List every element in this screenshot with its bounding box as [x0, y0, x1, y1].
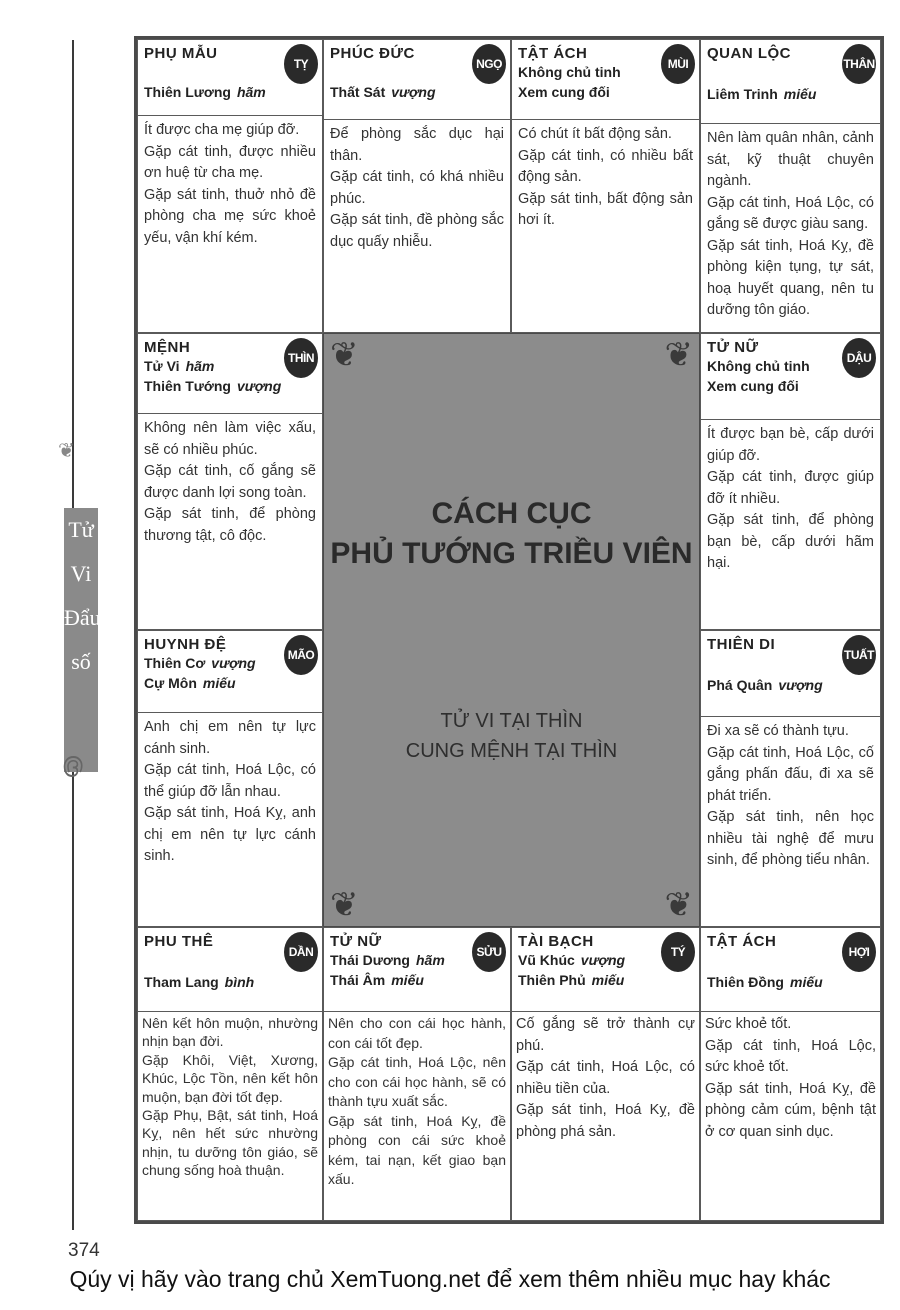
margin-cloud-ornament: ൫ [62, 752, 83, 777]
branch-badge: HỢI [842, 932, 876, 972]
palace-name: TÀI BẠCH [518, 933, 594, 950]
palace-name: THIÊN DI [707, 636, 776, 653]
star-line: Thái Âm miếu [330, 972, 424, 988]
palace-name: TỬ NỮ [330, 933, 382, 950]
palace-name: TẬT ÁCH [707, 933, 777, 950]
palace-tuat [700, 630, 881, 927]
star-line: Phá Quân vượng [707, 677, 823, 693]
star-line: Thất Sát vượng [330, 84, 436, 100]
branch-badge: THÂN [842, 44, 876, 84]
palace-description: Ít được bạn bè, cấp dưới giúp đỡ. Gặp cát tinh, được giúp đỡ ít nhiều. Gặp sát tinh, để phòng bạn bè, cấp dưới hãm hại. [707, 426, 874, 571]
branch-badge: THÌN [284, 338, 318, 378]
corner-ornament-icon: ❦ [664, 886, 693, 924]
palace-name: MỆNH [144, 339, 191, 356]
branch-badge: TUẤT [842, 635, 876, 675]
star-line: Xem cung đối [518, 84, 610, 100]
palace-name: PHÚC ĐỨC [330, 45, 415, 62]
star-line: Không chủ tinh [518, 64, 621, 80]
star-line: Cự Môn miếu [144, 675, 236, 691]
palace-header [138, 40, 322, 116]
palace-suu [323, 927, 511, 1221]
star-line: Tử Vi hãm [144, 358, 215, 374]
page-number: 374 [68, 1240, 100, 1261]
chart-center-panel [323, 333, 700, 927]
star-line: Không chủ tinh [707, 358, 810, 374]
palace-header [138, 334, 322, 414]
palace-than [700, 39, 881, 333]
palace-description: Đi xa sẽ có thành tựu. Gặp cát tinh, Hoá Lộc, cố gắng phấn đấu, đi xa sẽ phát triển. Gặp sát tinh, nên học nhiều tài nghệ để mưu sinh, để phòng tiểu nhân. [707, 723, 874, 868]
palace-header [701, 631, 880, 717]
star-line: Thiên Tướng vượng [144, 378, 282, 394]
palace-name: TẬT ÁCH [518, 45, 588, 62]
side-tab-char: Đẩu [64, 605, 101, 630]
chapter-side-tab [64, 508, 101, 772]
palace-description: Không nên làm việc xấu, sẽ có nhiều phúc. Gặp cát tinh, cố gắng sẽ được danh lợi song toàn. Gặp sát tinh, để phòng thương tật, cô độc. [144, 420, 316, 544]
palace-name: PHU THÊ [144, 933, 214, 950]
star-line: Thiên Phủ miếu [518, 972, 625, 988]
palace-name: QUAN LỘC [707, 45, 791, 62]
palace-name: HUYNH ĐỆ [144, 636, 227, 653]
branch-badge: MÃO [284, 635, 318, 675]
branch-badge: DẦN [284, 932, 318, 972]
branch-badge: SỬU [472, 932, 506, 972]
chart-title: CÁCH CỤC PHỦ TƯỚNG TRIỀU VIÊN [330, 497, 693, 570]
palace-ti [511, 927, 700, 1221]
palace-description: Sức khoẻ tốt. Gặp cát tinh, Hoá Lộc, sức khoẻ tốt. Gặp sát tinh, Hoá Kỵ, đề phòng cảm cúm, bệnh tật ở cơ quan sinh dục. [705, 1016, 876, 1140]
palace-mui [511, 39, 700, 333]
corner-ornament-icon: ❦ [330, 336, 359, 374]
branch-badge: NGỌ [472, 44, 506, 84]
palace-description: Anh chị em nên tự lực cánh sinh. Gặp cát tinh, Hoá Lộc, có thể giúp đỡ lẫn nhau. Gặp sát tinh, Hoá Kỵ, anh chị em nên tự lực cánh sinh. [144, 719, 316, 864]
branch-badge: TÝ [661, 932, 695, 972]
side-tab-char: Vi [70, 561, 92, 586]
palace-header [701, 928, 880, 1012]
footer-notice: Qúy vị hãy vào trang chủ XemTuong.net để xem thêm nhiều mục hay khác [69, 1266, 831, 1292]
palace-description: Ít được cha mẹ giúp đỡ. Gặp cát tinh, được nhiều ơn huệ từ cha mẹ. Gặp sát tinh, thuở nhỏ đề phòng cha mẹ sức khoẻ yếu, vận khí kém. [144, 122, 316, 246]
palace-header [138, 928, 322, 1012]
star-line: Xem cung đối [707, 378, 799, 394]
palace-ngo [323, 39, 511, 333]
palace-name: TỬ NỮ [707, 339, 759, 356]
branch-badge: MÙI [661, 44, 695, 84]
palace-ty [137, 39, 323, 333]
palace-header [512, 928, 699, 1012]
palace-description: Nên kết hôn muộn, nhường nhịn bạn đời. Gặp Khôi, Việt, Xương, Khúc, Lộc Tồn, nên kết hôn muộn, bạn đời tốt đẹp. Gặp Phụ, Bật, sát tinh, Hoá Kỵ, nên hết sức nhường nhịn, tu dưỡng tôn giáo, sẽ chung sống hoà thuận. [142, 1015, 318, 1179]
star-line: Tham Lang bình [144, 974, 255, 990]
star-line: Thái Dương hãm [330, 952, 445, 968]
palace-dan [137, 927, 323, 1221]
branch-badge: DẬU [842, 338, 876, 378]
palace-description: Cố gắng sẽ trở thành cự phú. Gặp cát tinh, Hoá Lộc, có nhiều tiền của. Gặp sát tinh, Hoá Kỵ, đề phòng phá sản. [516, 1016, 695, 1140]
side-tab-char: Tử [68, 517, 94, 542]
palace-description: Để phòng sắc dục hại thân. Gặp cát tinh, có khá nhiều phúc. Gặp sát tinh, đề phòng sắc dục quấy nhiễu. [330, 126, 504, 250]
branch-badge: TỴ [284, 44, 318, 84]
star-line: Thiên Cơ vượng [144, 655, 256, 671]
palace-header [324, 40, 510, 120]
star-line: Thiên Lương hãm [144, 84, 266, 100]
palace-header [701, 334, 880, 420]
palace-description: Nên làm quân nhân, cảnh sát, kỹ thuật chuyên ngành. Gặp cát tinh, Hoá Lộc, có gắng sẽ được giàu sang. Gặp sát tinh, Hoá Kỵ, đề phòng kiện tụng, tự sát, hoạ huyết quang, nên tu dưỡng tôn giáo. [707, 130, 874, 318]
corner-ornament-icon: ❦ [330, 886, 359, 924]
palace-header [701, 40, 880, 124]
star-line: Thiên Đồng miếu [707, 974, 823, 990]
corner-ornament-icon: ❦ [664, 336, 693, 374]
palace-description: Có chút ít bất động sản. Gặp cát tinh, có nhiều bất động sản. Gặp sát tinh, bất động sản hơi ít. [518, 126, 693, 228]
margin-ornament: ❦ [58, 440, 75, 462]
palace-mao [137, 630, 323, 927]
star-line: Liêm Trinh miếu [707, 86, 817, 102]
star-line: Vũ Khúc vượng [518, 952, 626, 968]
palace-header [512, 40, 699, 120]
palace-hoi [700, 927, 881, 1221]
side-tab-char: số [71, 649, 91, 674]
palace-dau [700, 333, 881, 630]
horoscope-chart [134, 36, 884, 1224]
palace-description: Nên cho con cái học hành, con cái tốt đẹp. Gặp cát tinh, Hoá Lộc, nên cho con cái học hành, sẽ có thành tựu xuất sắc. Gặp sát tinh, Hoá Kỵ, đề phòng con cái sức khoẻ kém, tai nạn, kết giao bạn xấu. [328, 1015, 506, 1187]
palace-header [324, 928, 510, 1012]
palace-name: PHỤ MẪU [144, 45, 218, 62]
palace-thin [137, 333, 323, 630]
palace-header [138, 631, 322, 713]
chart-subtitle: TỬ VI TẠI THÌN CUNG MỆNH TẠI THÌN [405, 710, 618, 762]
